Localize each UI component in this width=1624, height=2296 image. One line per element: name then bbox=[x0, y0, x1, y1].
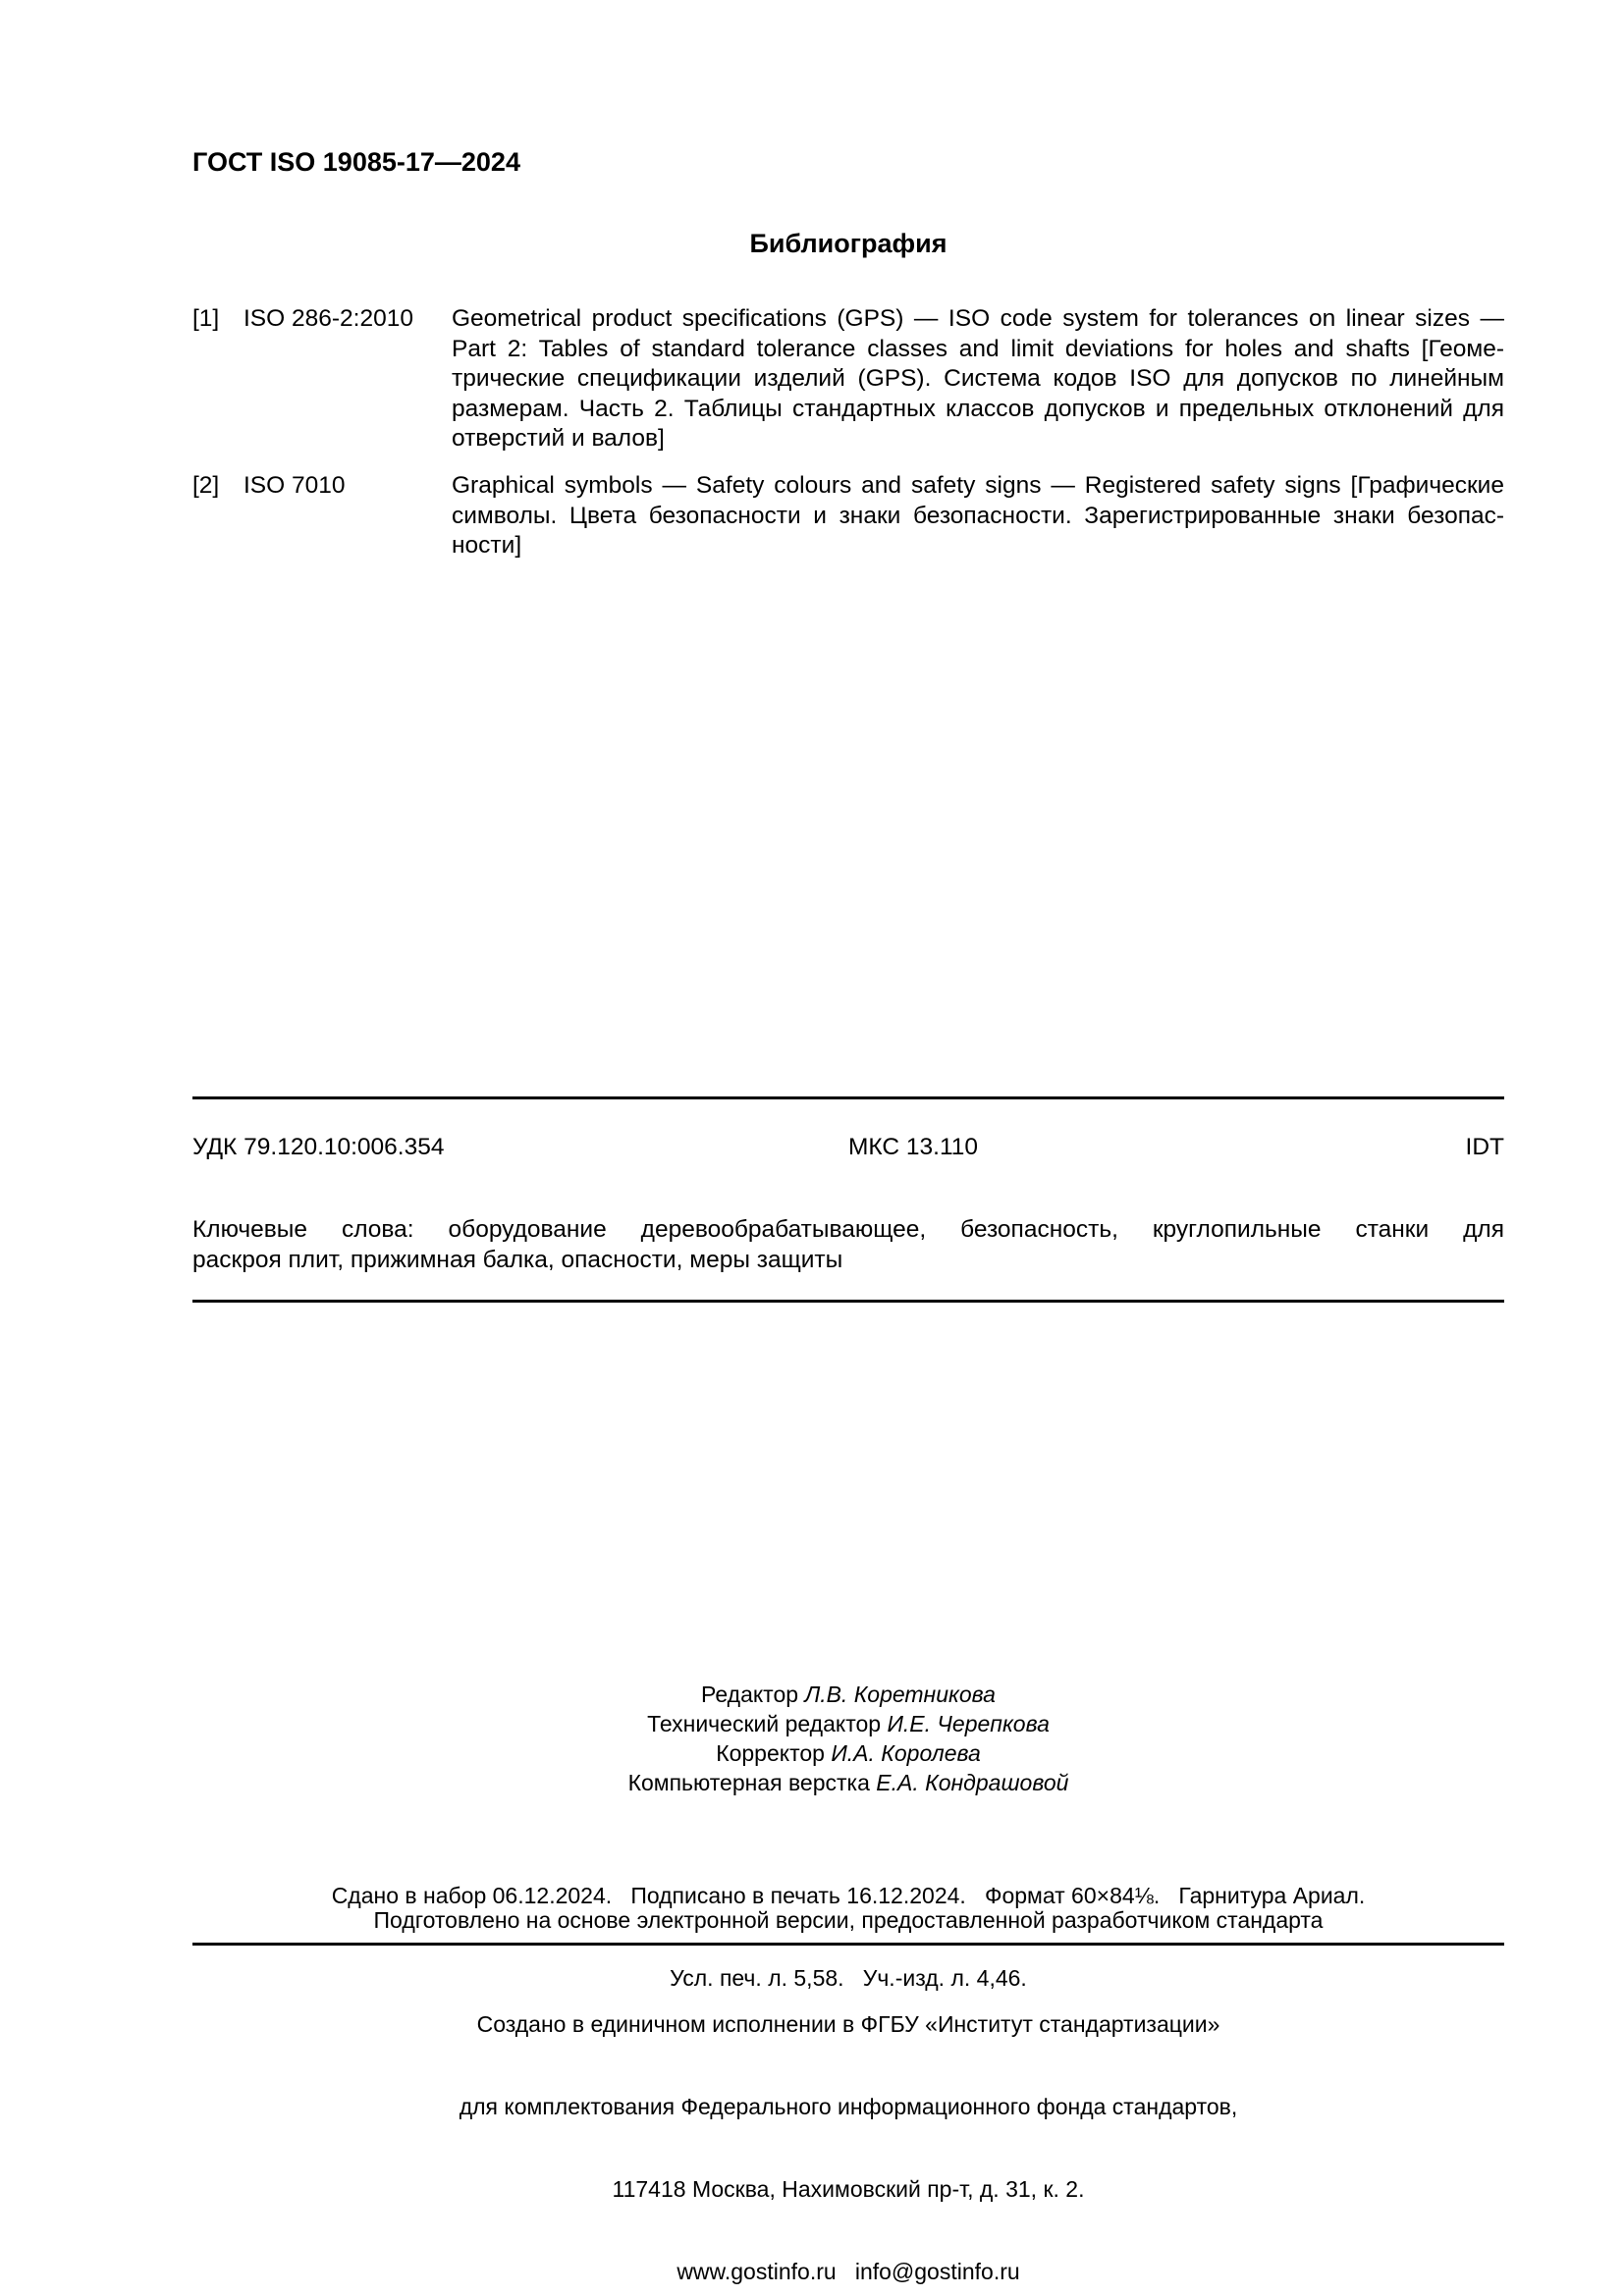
credit-name: И.Е. Черепкова bbox=[887, 1711, 1050, 1736]
publisher-line: для комплектования Федерального информационного фонда стандартов, bbox=[459, 2094, 1238, 2119]
keywords-line: раскроя плит, прижимная балка, опасности, меры защиты bbox=[192, 1247, 843, 1273]
credit-role: Компьютерная верстка bbox=[627, 1770, 870, 1795]
credit-name: Л.В. Коретникова bbox=[804, 1682, 996, 1707]
bib-description-line: отверстий и валов] bbox=[452, 425, 665, 452]
credit-line bbox=[192, 1738, 1504, 1768]
bib-description-line: ности] bbox=[452, 532, 522, 559]
credit-role: Корректор bbox=[716, 1740, 825, 1766]
credit-role: Технический редактор bbox=[647, 1711, 882, 1736]
document-code-header: ГОСТ ISO 19085-17—2024 bbox=[192, 147, 520, 177]
horizontal-rule bbox=[192, 1300, 1504, 1303]
bib-description-line: символы. Цвета безопасности и знаки безопасности. Зарегистрированные знаки безопас- bbox=[452, 502, 1504, 529]
bib-standard-code: ISO 7010 bbox=[244, 472, 346, 499]
credit-name: И.А. Королева bbox=[831, 1740, 981, 1766]
mks-code: МКС 13.110 bbox=[848, 1134, 979, 1160]
credits-block bbox=[192, 1680, 1504, 1797]
publisher-line: 117418 Москва, Нахимовский пр-т, д. 31, к. 2. bbox=[612, 2176, 1085, 2202]
bib-description-line: Graphical symbols — Safety colours and safety signs — Registered safety signs [Графические bbox=[452, 472, 1504, 499]
bib-description-line: размерам. Часть 2. Таблицы стандартных классов допусков и предельных отклонений для bbox=[452, 395, 1504, 422]
section-title: Библиография bbox=[749, 229, 947, 258]
bibliography-entry bbox=[192, 304, 1504, 454]
bib-description-line: Part 2: Tables of standard tolerance classes and limit deviations for holes and shafts [Геоме- bbox=[452, 335, 1504, 362]
bib-ref-number: [1] bbox=[192, 305, 220, 332]
udk-code: УДК 79.120.10:006.354 bbox=[192, 1134, 445, 1160]
horizontal-rule bbox=[192, 1096, 1504, 1099]
prepared-note: Подготовлено на основе электронной версии, предоставленной разработчиком стандарта bbox=[373, 1907, 1324, 1933]
credit-line bbox=[192, 1768, 1504, 1797]
bib-description-line: трические спецификации изделий (GPS). Система кодов ISO для допусков по линейным bbox=[452, 365, 1504, 392]
publisher-block bbox=[192, 1955, 1504, 2296]
imprint-line: Усл. печ. л. 5,58. Уч.-изд. л. 4,46. bbox=[670, 1965, 1027, 1991]
bib-description bbox=[452, 471, 1504, 561]
idt-label: IDT bbox=[1465, 1134, 1504, 1160]
classification-row bbox=[192, 1134, 1504, 1165]
horizontal-rule bbox=[192, 1943, 1504, 1946]
credit-name: Е.А. Кондрашовой bbox=[876, 1770, 1069, 1795]
imprint-line: Сдано в набор 06.12.2024. Подписано в печать 16.12.2024. Формат 60×84⅛. Гарнитура Ариал. bbox=[331, 1883, 1366, 1908]
bib-standard-code: ISO 286-2:2010 bbox=[244, 305, 413, 332]
bib-ref-number: [2] bbox=[192, 472, 220, 499]
bibliography-entry bbox=[192, 471, 1504, 561]
publisher-line: Создано в единичном исполнении в ФГБУ «Институт стандартизации» bbox=[476, 2011, 1220, 2037]
keywords-paragraph bbox=[192, 1214, 1504, 1275]
bib-description bbox=[452, 304, 1504, 454]
credit-line bbox=[192, 1680, 1504, 1709]
credit-line bbox=[192, 1709, 1504, 1738]
credit-role: Редактор bbox=[701, 1682, 799, 1707]
bib-description-line: Geometrical product specifications (GPS) — ISO code system for tolerances on linear sizes — bbox=[452, 305, 1504, 332]
keywords-line: Ключевые слова: оборудование деревообрабатывающее, безопасность, круглопильные станки для bbox=[192, 1216, 1504, 1243]
publisher-line: www.gostinfo.ru info@gostinfo.ru bbox=[677, 2259, 1020, 2284]
